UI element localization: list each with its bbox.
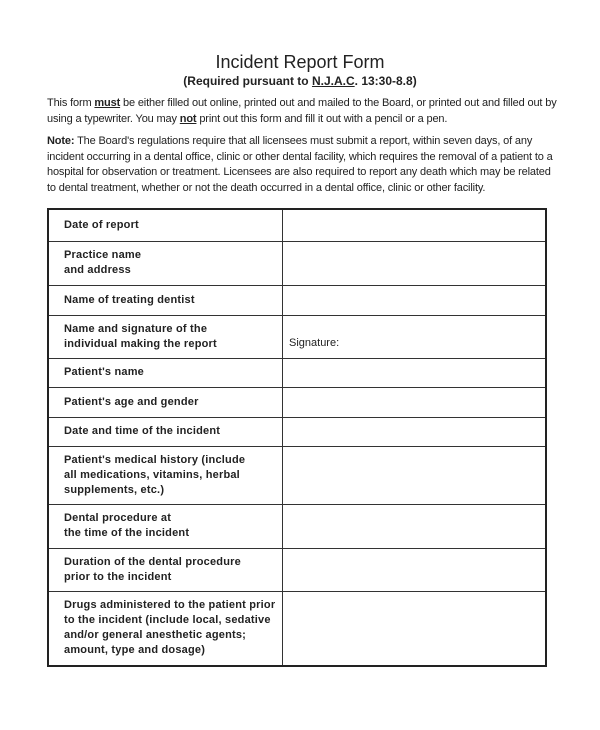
field-label: Name of treating dentist bbox=[48, 285, 283, 315]
field-label: Patient's medical history (include all medications, vitamins, herbal supplements, etc.) bbox=[48, 446, 283, 504]
form-row bbox=[48, 315, 546, 358]
form-row bbox=[48, 417, 546, 446]
intro-text: This form bbox=[47, 97, 95, 109]
form-row bbox=[48, 285, 546, 315]
field-input[interactable] bbox=[283, 358, 547, 387]
field-label: Practice name and address bbox=[48, 241, 283, 285]
intro-paragraph bbox=[47, 96, 557, 127]
field-input[interactable] bbox=[283, 285, 547, 315]
emphasis-must: must bbox=[94, 97, 121, 109]
field-input[interactable] bbox=[283, 315, 547, 358]
field-label: Date and time of the incident bbox=[48, 417, 283, 446]
field-input[interactable] bbox=[283, 591, 547, 666]
field-input[interactable] bbox=[283, 417, 547, 446]
field-input[interactable] bbox=[283, 241, 547, 285]
intro-text: print out this form and fill it out with a pencil or a pen. bbox=[196, 112, 448, 125]
form-row bbox=[48, 548, 546, 591]
incident-form-table bbox=[47, 208, 547, 667]
note-text: The Board's regulations require that all licensees must submit a report, within seven days, of any incident occurring in a dental office, clinic or other dental facility, which requires the removal of a patient to a hospital for observation or treatment. Licensees are also required to report any death which may be related to dental treatment, whether or not the death occurred in a dental office, clinic or other facility. bbox=[47, 135, 553, 194]
njac-reference: N.J.A.C bbox=[311, 74, 355, 88]
field-input[interactable] bbox=[283, 209, 547, 241]
emphasis-not: not bbox=[179, 112, 197, 125]
form-row bbox=[48, 591, 546, 666]
field-label: Dental procedure at the time of the incident bbox=[48, 504, 283, 548]
form-row bbox=[48, 358, 546, 387]
field-input[interactable] bbox=[283, 548, 547, 591]
field-input[interactable] bbox=[283, 446, 547, 504]
note-paragraph bbox=[47, 134, 557, 196]
intro-text: be either filled out online, printed out and mailed to the Board, or printed out and filled out by using a typewriter. You may bbox=[47, 97, 557, 125]
form-row bbox=[48, 504, 546, 548]
field-label: Drugs administered to the patient prior to the incident (include local, sedative and/or general anesthetic agents; amount, type and dosage) bbox=[48, 591, 283, 666]
field-label: Patient's name bbox=[48, 358, 283, 387]
signature-label: Signature: bbox=[289, 337, 340, 349]
field-input[interactable] bbox=[283, 387, 547, 417]
subtitle-prefix: (Required pursuant to bbox=[183, 74, 312, 88]
note-label: Note: bbox=[47, 135, 75, 147]
form-row bbox=[48, 446, 546, 504]
field-input[interactable] bbox=[283, 504, 547, 548]
field-label: Patient's age and gender bbox=[48, 387, 283, 417]
form-subtitle bbox=[0, 74, 600, 88]
form-row bbox=[48, 387, 546, 417]
form-row bbox=[48, 209, 546, 241]
subtitle-suffix: . 13:30-8.8) bbox=[354, 74, 417, 88]
field-label: Name and signature of the individual making the report bbox=[48, 315, 283, 358]
form-title: Incident Report Form bbox=[215, 52, 385, 72]
field-label: Date of report bbox=[48, 209, 283, 241]
form-row bbox=[48, 241, 546, 285]
field-label: Duration of the dental procedure prior to the incident bbox=[48, 548, 283, 591]
